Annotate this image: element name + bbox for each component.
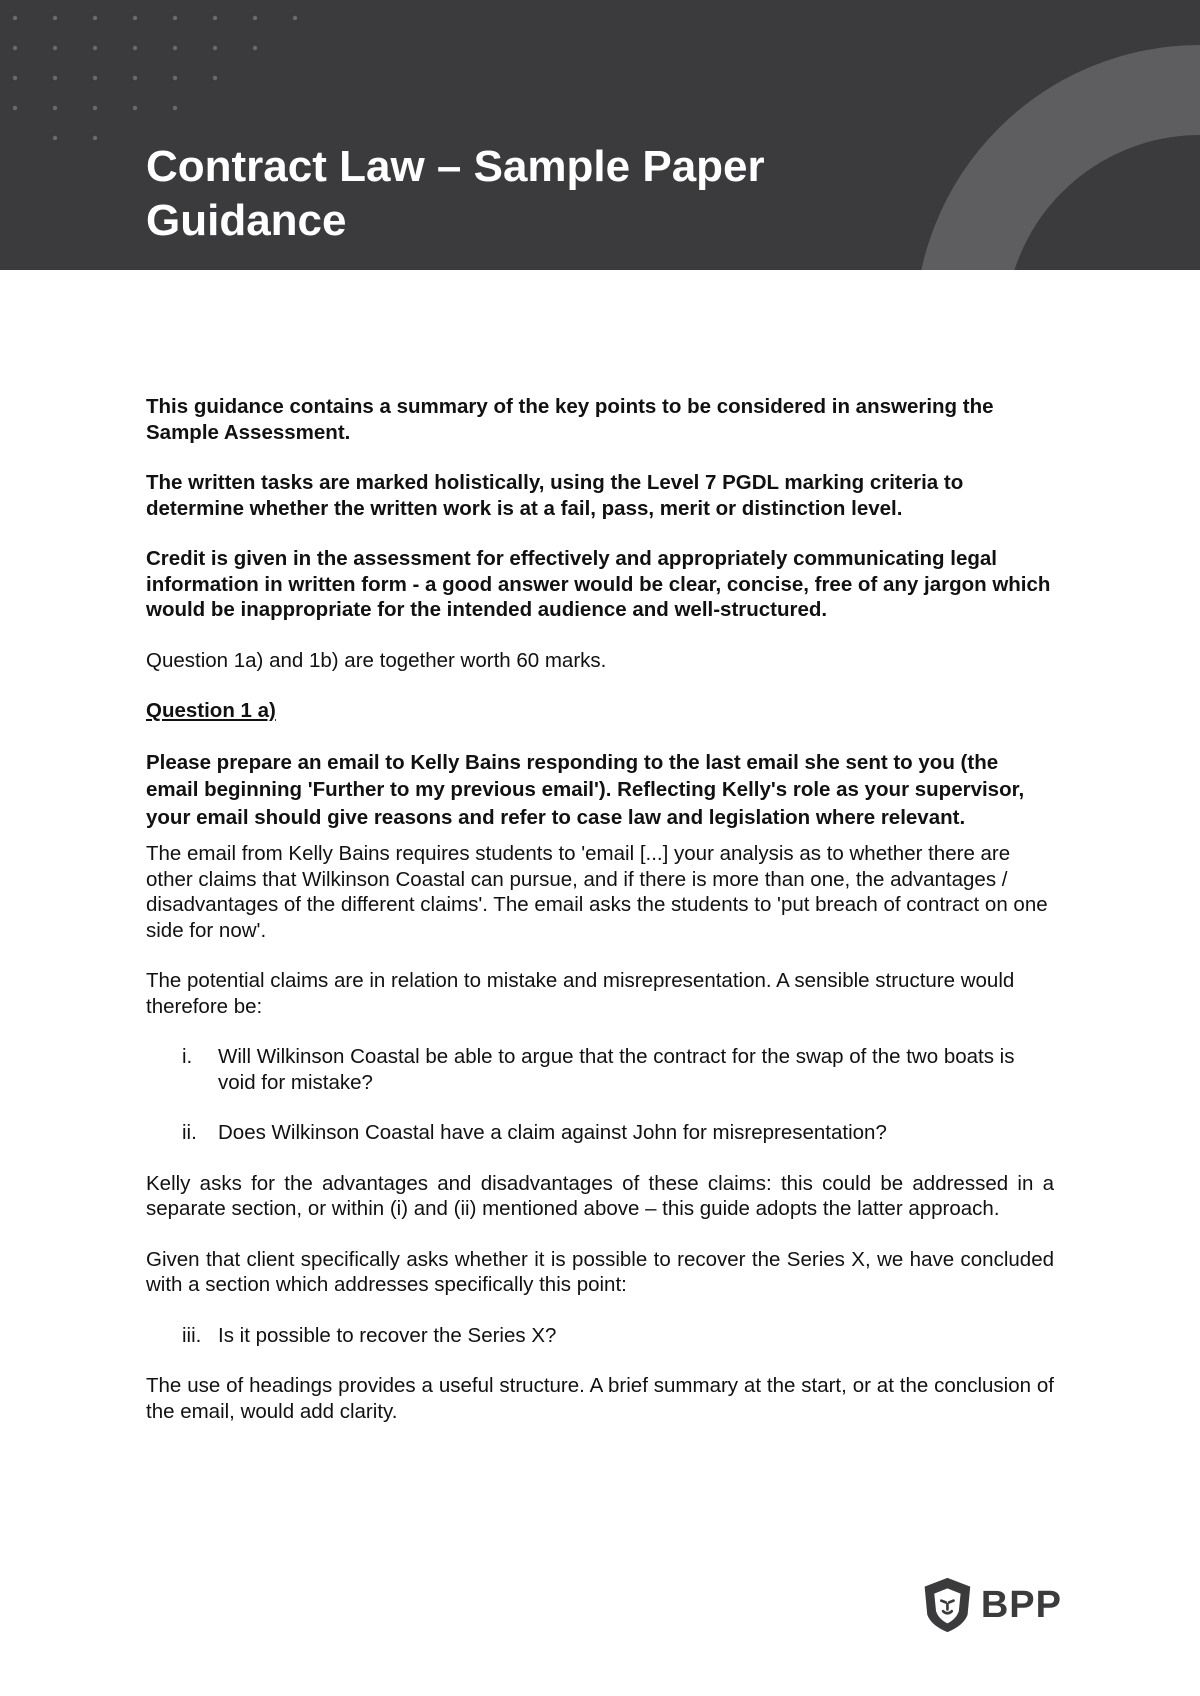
list-number: ii.: [182, 1121, 197, 1144]
page-title: [146, 140, 765, 248]
intro-paragraph-1: This guidance contains a summary of the key points to be considered in answering the Sample Assessment.: [146, 395, 994, 444]
document-body: [146, 394, 1054, 1449]
header-band: [0, 0, 1200, 270]
list-item: [146, 1323, 1054, 1349]
lion-shield-icon: [922, 1572, 973, 1638]
logo-text: BPP: [980, 1583, 1062, 1626]
bpp-logo: [922, 1570, 1062, 1640]
intro-paragraph-2: The written tasks are marked holistically, using the Level 7 PGDL marking criteria to determine whether the written work is at a fail, pass, merit or distinction level.: [146, 471, 964, 520]
list-number: iii.: [182, 1323, 202, 1347]
list-item: [146, 1044, 1054, 1095]
body-paragraph-3: Kelly asks for the advantages and disadvantages of these claims: this could be addressed in a separate section, or within (i) and (ii) mentioned above – this guide adopts the latter approach.: [146, 1171, 1054, 1220]
list-text: Will Wilkinson Coastal be able to argue that the contract for the swap of the two boats is void for mistake?: [218, 1045, 1015, 1094]
list-text: Is it possible to recover the Series X?: [218, 1323, 557, 1347]
arc-decoration: [960, 90, 1200, 270]
list-number: i.: [182, 1045, 193, 1068]
question-heading: Question 1 a): [146, 699, 276, 722]
body-paragraph-5: The use of headings provides a useful structure. A brief summary at the start, or at the conclusion of the email, would add clarity.: [146, 1374, 1054, 1423]
list-text: Does Wilkinson Coastal have a claim against John for misrepresentation?: [218, 1121, 887, 1144]
page-title-line1: Contract Law – Sample Paper: [146, 142, 765, 191]
list-item: [146, 1120, 1054, 1146]
page-title-line2: Guidance: [146, 196, 347, 245]
intro-paragraph-3: Credit is given in the assessment for effectively and appropriately communicating legal information in written form - a good answer would be clear, concise, free of any jargon which would be inappropriate for the intended audience and well-structured.: [146, 547, 1051, 621]
question-prompt: Please prepare an email to Kelly Bains responding to the last email she sent to you (the email beginning 'Further to my previous email'). Reflecting Kelly's role as your supervisor, your email should give reasons and refer to case law and legislation where relevant.: [146, 750, 1025, 829]
dot-pattern: [13, 16, 297, 140]
body-paragraph-2: The potential claims are in relation to mistake and misrepresentation. A sensible structure would therefore be:: [146, 969, 1015, 1018]
body-paragraph-1: The email from Kelly Bains requires students to 'email [...] your analysis as to whether there are other claims that Wilkinson Coastal can pursue, and if there is more than one, the advantages / disadvantages of the different claims'. The email asks the students to 'put breach of contract on one side for now'.: [146, 842, 1048, 942]
marks-note: Question 1a) and 1b) are together worth 60 marks.: [146, 648, 607, 672]
body-paragraph-4: Given that client specifically asks whether it is possible to recover the Series X, we have concluded with a section which addresses specifically this point:: [146, 1247, 1054, 1296]
